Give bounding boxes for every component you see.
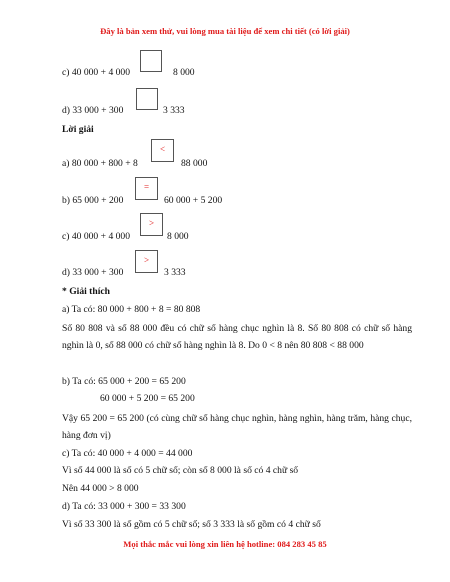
comparison-symbol: > [148, 218, 155, 228]
solution-b-left: b) 65 000 + 200 [62, 195, 124, 206]
answer-box-d [135, 250, 158, 273]
solution-c-left: c) 40 000 + 4 000 [62, 231, 131, 242]
explanation-b-line-2: 60 000 + 5 200 = 65 200 [100, 393, 195, 404]
answer-box-b [135, 177, 158, 200]
explanation-a-line: a) Ta có: 80 000 + 800 + 8 = 80 808 [62, 304, 201, 315]
solution-title: Lời giải [62, 124, 94, 135]
explanation-title: * Giải thích [62, 286, 110, 297]
solution-c-right: 8 000 [167, 231, 189, 242]
explanation-d-line-2: Vì số 33 300 là số gồm có 5 chữ số; số 3 333 là số gồm có 4 chữ số [62, 519, 321, 530]
answer-box-c [140, 213, 163, 236]
exercise-c-left: c) 40 000 + 4 000 [62, 67, 131, 78]
solution-d-right: 3 333 [164, 267, 186, 278]
comparison-symbol: < [159, 144, 166, 154]
comparison-symbol: = [143, 182, 150, 192]
explanation-c-line-3: Nên 44 000 > 8 000 [62, 483, 139, 494]
answer-box-d-empty [136, 88, 158, 110]
exercise-d-right: 3 333 [163, 105, 185, 116]
explanation-a-paragraph: Số 80 808 và số 88 000 đều có chữ số hàng chục nghìn là 8. Số 80 808 có chữ số hàng nghìn là 0, số 88 000 có chữ số hàng nghìn là 8. Do 0 < 8 nên 80 808 < 88 000 [62, 323, 412, 351]
explanation-c-line-2: Vì số 44 000 là số có 5 chữ số; còn số 8 000 là số có 4 chữ số [62, 465, 299, 476]
solution-b-right: 60 000 + 5 200 [164, 195, 223, 206]
explanation-b-paragraph: Vậy 65 200 = 65 200 (có cùng chữ số hàng chục nghìn, hàng nghìn, hàng trăm, hàng chục, hàng đơn vị) [62, 413, 412, 441]
answer-box-a [151, 139, 174, 162]
explanation-c-line: c) Ta có: 40 000 + 4 000 = 44 000 [62, 448, 193, 459]
solution-a-right: 88 000 [181, 158, 208, 169]
explanation-b-line: b) Ta có: 65 000 + 200 = 65 200 [62, 376, 186, 387]
exercise-d-left: d) 33 000 + 300 [62, 105, 124, 116]
exercise-c-right: 8 000 [173, 67, 195, 78]
preview-notice: Đây là bản xem thử, vui lòng mua tài liệu để xem chi tiết (có lời giải) [100, 26, 350, 36]
hotline-notice: Mọi thắc mắc vui lòng xin liên hệ hotline: 084 283 45 85 [123, 539, 327, 549]
solution-d-left: d) 33 000 + 300 [62, 267, 124, 278]
solution-a-left: a) 80 000 + 800 + 8 [62, 158, 138, 169]
explanation-d-line: d) Ta có: 33 000 + 300 = 33 300 [62, 501, 186, 512]
answer-box-c-empty [140, 50, 162, 72]
comparison-symbol: > [143, 255, 150, 265]
